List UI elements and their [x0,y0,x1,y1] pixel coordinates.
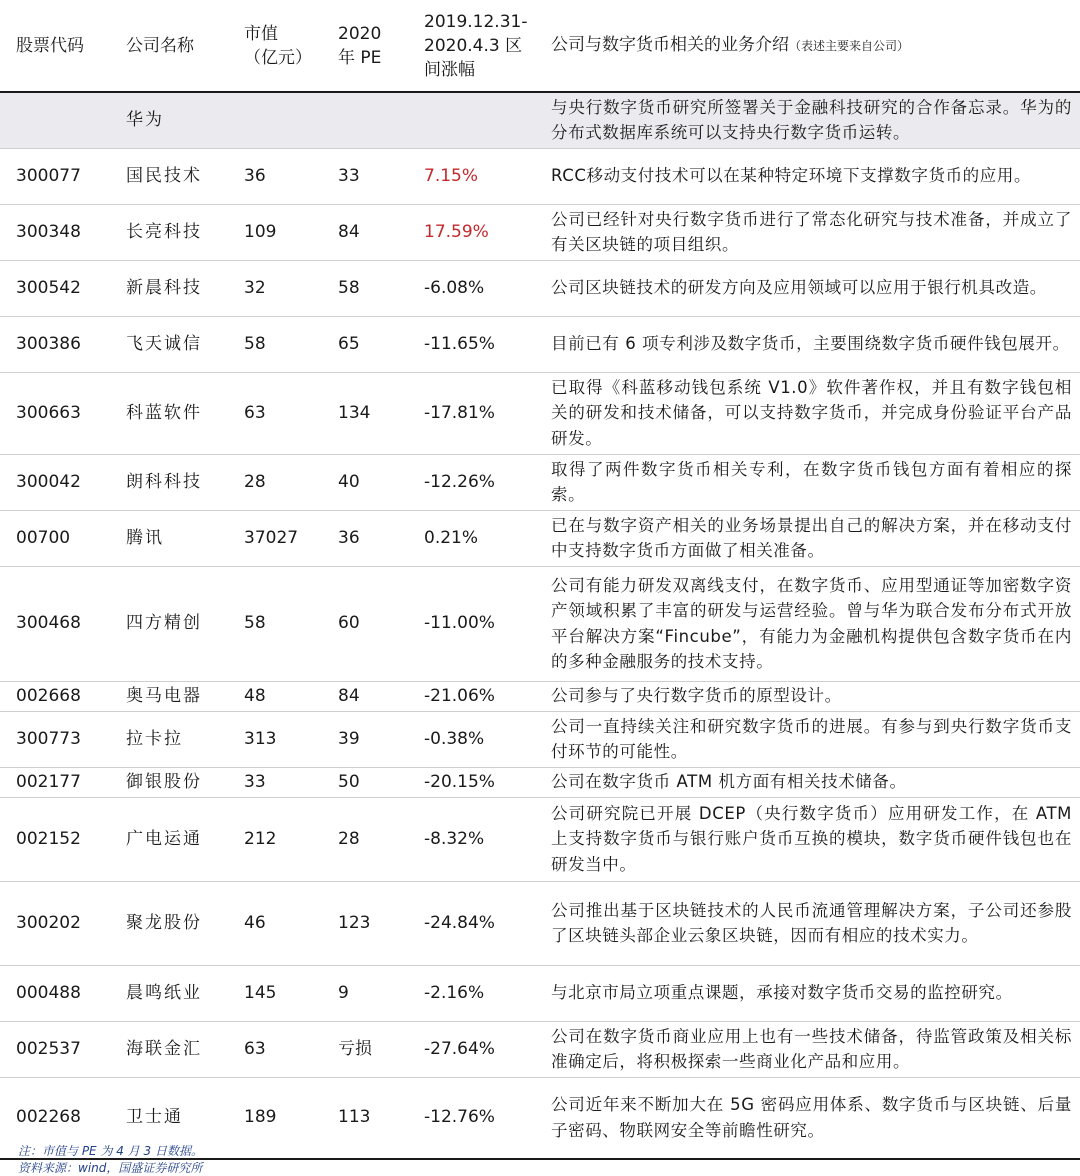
cell-company-name: 腾讯 [126,527,164,548]
cell-pe: 33 [338,165,360,186]
cell-pe: 65 [338,333,360,354]
table-body [0,92,1080,1159]
cell-description: 已在与数字资产相关的业务场景提出自己的解决方案，并在移动支付中支持数字货币方面做了相关准备。 [551,515,1072,560]
cell-market-cap: 109 [244,221,277,242]
cell-market-cap: 37027 [244,527,299,548]
cell-change: -8.32% [424,828,485,849]
cell-pe: 40 [338,471,360,492]
cell-company-name: 科蓝软件 [126,402,202,423]
table-row [0,204,1080,260]
cell-change: -0.38% [424,728,485,749]
header-change-line1: 2019.12.31- [424,11,528,32]
cell-change: -2.16% [424,982,485,1003]
cell-company-name: 四方精创 [126,613,202,633]
cell-company-name: 聚龙股份 [126,912,202,933]
cell-pe: 39 [338,728,360,749]
cell-market-cap: 212 [244,828,277,849]
cell-change: -21.06% [424,685,495,706]
cell-change: -11.65% [424,333,495,354]
cell-description: 与央行数字货币研究所签署关于金融科技研究的合作备忘录。华为的分布式数据库系统可以支持央行数字货币运转。 [543,92,1080,148]
cell-stock-code: 000488 [16,982,81,1003]
cell-company-name: 朗科科技 [126,471,202,492]
cell-change: -6.08% [424,277,485,298]
table-row [0,566,1080,681]
cell-market-cap: 28 [244,471,266,492]
cell-stock-code: 002537 [16,1038,81,1059]
cell-pe: 亏损 [338,1038,372,1059]
table-row [0,711,1080,767]
table-row [0,316,1080,372]
cell-stock-code: 002268 [16,1107,81,1128]
cell-stock-code: 300468 [16,613,81,633]
cell-pe: 9 [338,982,349,1003]
table-row [0,510,1080,566]
cell-pe: 134 [338,402,371,423]
cell-pe: 123 [338,912,371,933]
header-code: 股票代码 [0,0,110,92]
table-row [0,148,1080,204]
cell-company-name: 拉卡拉 [126,728,183,749]
table-row [0,681,1080,711]
header-name: 公司名称 [110,0,228,92]
cell-market-cap [228,92,322,148]
cell-market-cap: 33 [244,771,266,792]
footnote: 注：市值与 PE 为 4 月 3 日数据。 [18,1144,203,1158]
cell-stock-code: 300386 [16,333,81,354]
table-row [0,454,1080,510]
cell-description: 公司有能力研发双离线支付，在数字货币、应用型通证等加密数字资产领域积累了丰富的研发与运营经验。曾与华为联合发布分布式开放平台解决方案“Fincube”，有能力为金融机构提供包含数字货币在内的多种金融服务的技术支持。 [551,575,1072,671]
cell-company-name: 国民技术 [126,165,202,186]
cell-stock-code: 300042 [16,471,81,492]
cell-change: -17.81% [424,402,495,423]
cell-pe: 113 [338,1107,371,1128]
table-row [0,797,1080,881]
cell-description: 公司已经针对央行数字货币进行了常态化研究与技术准备，并成立了有关区块链的项目组织。 [551,209,1072,254]
header-market-cap [228,0,322,92]
cell-company-name: 卫士通 [126,1107,183,1128]
cell-change: -12.76% [424,1107,495,1128]
cell-market-cap: 63 [244,402,266,423]
cell-company-name: 广电运通 [126,828,202,849]
cell-stock-code: 300773 [16,728,81,749]
cell-description: 公司一直持续关注和研究数字货币的进展。有参与到央行数字货币支付环节的可能性。 [551,716,1072,761]
cell-pe: 60 [338,613,360,633]
cell-pe: 84 [338,685,360,706]
header-pe [322,0,408,92]
cell-pe: 28 [338,828,360,849]
cell-stock-code: 300202 [16,912,81,933]
cell-market-cap: 58 [244,613,266,633]
cell-stock-code: 300348 [16,221,81,242]
table-row [0,881,1080,965]
header-pe-line2: 年 PE [338,47,382,68]
cell-stock-code: 300077 [16,165,81,186]
cell-change: -24.84% [424,912,495,933]
cell-description: 公司区块链技术的研发方向及应用领域可以应用于银行机具改造。 [551,278,1047,298]
cell-description: 公司研究院已开展 DCEP（央行数字货币）应用研发工作，在 ATM 上支持数字货币与银行账户货币互换的模块，数字货币硬件钱包也在研发当中。 [551,803,1072,874]
cell-market-cap: 36 [244,165,266,186]
cell-pe: 58 [338,277,360,298]
header-market-cap-line1: 市值 [244,23,278,44]
source-note: 资料来源：wind，国盛证券研究所 [18,1161,203,1175]
header-change [408,0,543,92]
cell-change: -11.00% [424,613,495,633]
cell-description: 目前已有 6 项专利涉及数字货币，主要围绕数字货币硬件钱包展开。 [551,334,1070,354]
table-row [0,965,1080,1021]
cell-change: -27.64% [424,1038,495,1059]
header-market-cap-line2: （亿元） [244,47,312,68]
cell-change: -12.26% [424,471,495,492]
cell-description: 与北京市局立项重点课题，承接对数字货币交易的监控研究。 [551,983,1013,1003]
cell-company-name: 奥马电器 [126,685,202,706]
cell-market-cap: 32 [244,277,266,298]
cell-market-cap: 189 [244,1107,277,1128]
cell-description: 公司在数字货币 ATM 机方面有相关技术储备。 [551,772,907,792]
cell-change [408,92,543,148]
header-change-line3: 间涨幅 [424,59,475,80]
cell-pe: 84 [338,221,360,242]
header-change-line2: 2020.4.3 区 [424,35,523,56]
table-row [0,1021,1080,1077]
table-header-row [0,0,1080,92]
cell-description: 已取得《科蓝移动钱包系统 V1.0》软件著作权，并且有数字钱包相关的研发和技术储备，可以支持数字货币，并完成身份验证平台产品研发。 [551,377,1072,448]
cell-description: 公司推出基于区块链技术的人民币流通管理解决方案，子公司还参股了区块链头部企业云象区块链，因而有相应的技术实力。 [551,900,1072,945]
cell-market-cap: 145 [244,982,277,1003]
header-description-note: （表述主要来自公司） [789,39,910,53]
cell-market-cap: 46 [244,912,266,933]
cell-company-name: 海联金汇 [126,1038,202,1059]
cell-description: 取得了两件数字货币相关专利，在数字货币钱包方面有着相应的探索。 [551,459,1072,504]
cell-stock-code [0,92,110,148]
cell-change: 7.15% [424,165,479,186]
cell-change: -20.15% [424,771,495,792]
cell-pe: 50 [338,771,360,792]
header-pe-line1: 2020 [338,23,382,44]
cell-market-cap: 58 [244,333,266,354]
cell-stock-code: 300663 [16,402,81,423]
table-row [0,767,1080,797]
cell-market-cap: 313 [244,728,277,749]
cell-change: 0.21% [424,527,479,548]
cell-description: 公司参与了央行数字货币的原型设计。 [551,686,842,706]
cell-change: 17.59% [424,221,489,242]
header-description-text: 公司与数字货币相关的业务介绍 [551,35,789,55]
cell-market-cap: 48 [244,685,266,706]
cell-company-name: 长亮科技 [126,221,202,242]
cell-company-name: 御银股份 [126,771,202,792]
cell-pe: 36 [338,527,360,548]
cell-description: 公司近年来不断加大在 5G 密码应用体系、数字货币与区块链、后量子密码、物联网安全等前瞻性研究。 [551,1095,1072,1140]
cell-description: RCC移动支付技术可以在某种特定环境下支撑数字货币的应用。 [551,166,1032,186]
cell-company-name: 晨鸣纸业 [126,982,202,1003]
cell-company-name: 飞天诚信 [126,333,202,354]
cell-company-name: 新晨科技 [126,277,202,298]
table-row [0,92,1080,148]
cell-stock-code: 300542 [16,277,81,298]
cell-stock-code: 002177 [16,771,81,792]
cell-pe [322,92,408,148]
cell-stock-code: 00700 [16,527,71,548]
table-row [0,260,1080,316]
header-description [543,0,1080,92]
table-row [0,372,1080,454]
cell-stock-code: 002152 [16,828,81,849]
cell-market-cap: 63 [244,1038,266,1059]
cell-stock-code: 002668 [16,685,81,706]
cell-company-name: 华为 [110,92,228,148]
cell-description: 公司在数字货币商业应用上也有一些技术储备，待监管政策及相关标准确定后，将积极探索一些商业化产品和应用。 [551,1026,1072,1071]
